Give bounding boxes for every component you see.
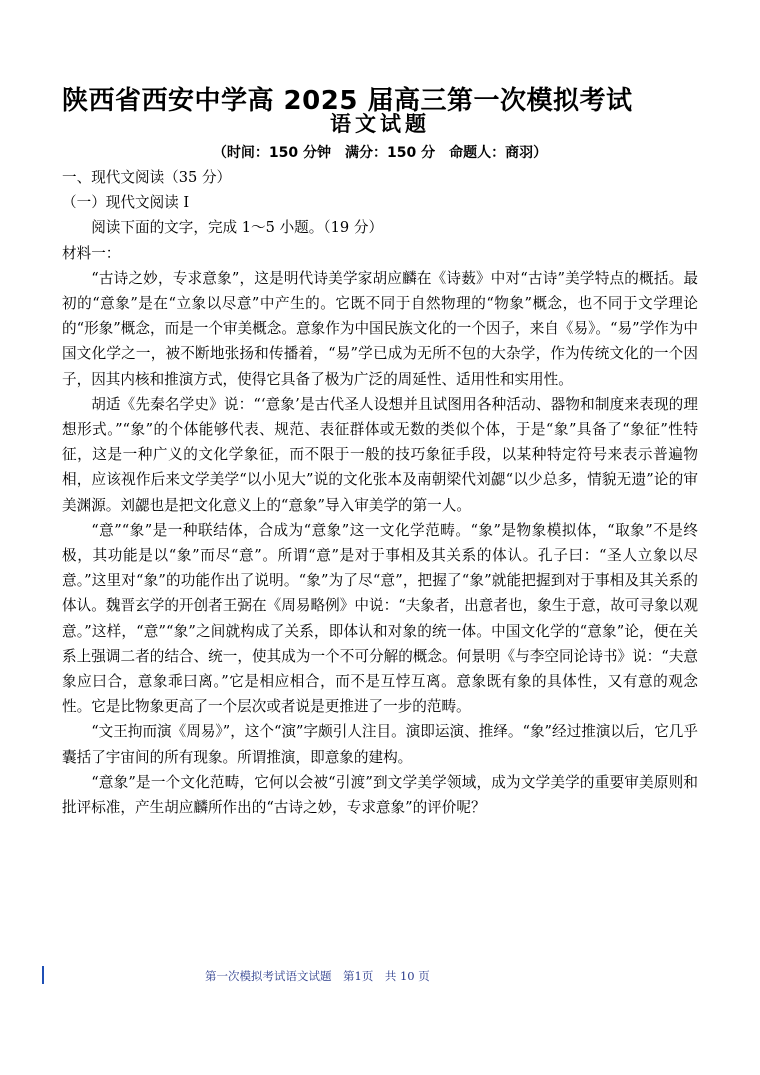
paragraph: “意”“象”是一种联结体，合成为“意象”这一文化学范畴。“象”是物象模拟体，“取象”不是终极，其功能是以“象”而尽“意”。所谓“意”是对于事相及其关系的体认。孔子曰：“圣人立象以尽意。”这里对“象”的功能作出了说明。“象”为了尽“意”，把握了“象”就能把握到对于事相及其关系的体认。魏晋玄学的开创者王弼在《周易略例》中说：“夫象者，出意者也，象生于意，故可寻象以观意。”这样，“意”“象”之间就构成了关系，即体认和对象的统一体。中国文化学的“意象”论，便在关系上强调二者的结合、统一，使其成为一个不可分解的概念。何景明《与李空同论诗书》说：“夫意象应曰合，意象乖曰离。”它是相应相合，而不是互悖互离。意象既有象的具体性，又有意的观念性。它是比物象更高了一个层次或者说是更推进了一步的范畴。	[62, 521, 698, 716]
exam-title: 陕西省西安中学高 2025 届高三第一次模拟考试	[62, 86, 633, 116]
paragraph: “意象”是一个文化范畴，它何以会被“引渡”到文学美学领域，成为文学美学的重要审美原则和批评标准，产生胡应麟所作出的“古诗之妙，专求意象”的评价呢？	[62, 773, 698, 817]
subsection-heading: （一）现代文阅读 I	[62, 194, 190, 212]
footer-bar	[42, 966, 44, 984]
footer-text: 第一次模拟考试语文试题 第1页 共 10 页	[205, 969, 430, 983]
section-heading: 一、现代文阅读（35 分）	[62, 169, 232, 186]
exam-subtitle: 语文试题	[330, 111, 430, 136]
exam-body	[62, 165, 698, 820]
paragraph: “文王拘而演《周易》”，这个“演”字颇引人注目。演即运演、推绎。“象”经过推演以后，它几乎囊括了宇宙间的所有现象。所谓推演，即意象的建构。	[62, 723, 698, 766]
paragraph: 胡适《先秦名学史》说：“‘意象’是古代圣人设想并且试图用各种活动、器物和制度来表现的理想形式。”“象”的个体能够代表、规范、表征群体或无数的类似个体，于是“象”具备了“象征”性特征，这是一种广义的文化学象征，而不限于一般的技巧象征手段，以某种特定符号来表示普遍物相，应该视作后来文学美学“以小见大”说的文化张本及南朝梁代刘勰“以少总多，情貌无遗”论的审美渊源。刘勰也是把文化意义上的“意象”导入审美学的第一人。	[62, 395, 698, 514]
paragraph: “古诗之妙，专求意象”，这是明代诗美学家胡应麟在《诗薮》中对“古诗”美学特点的概括。最初的“意象”是在“立象以尽意”中产生的。它既不同于自然物理的“物象”概念，也不同于文学理论的“形象”概念，而是一个审美概念。意象作为中国民族文化的一个因子，来自《易》。“易”学作为中国文化学之一，被不断地张扬和传播着，“易”学已成为无所不包的大杂学，作为传统文化的一个因子，因其内核和推演方式，使得它具备了极为广泛的周延性、适用性和实用性。	[62, 269, 698, 388]
exam-meta: （时间：150 分钟 满分：150 分 命题人：商羽）	[212, 145, 548, 161]
material-label: 材料一：	[62, 244, 121, 262]
reading-instruction: 阅读下面的文字，完成 1～5 小题。（19 分）	[91, 219, 384, 237]
